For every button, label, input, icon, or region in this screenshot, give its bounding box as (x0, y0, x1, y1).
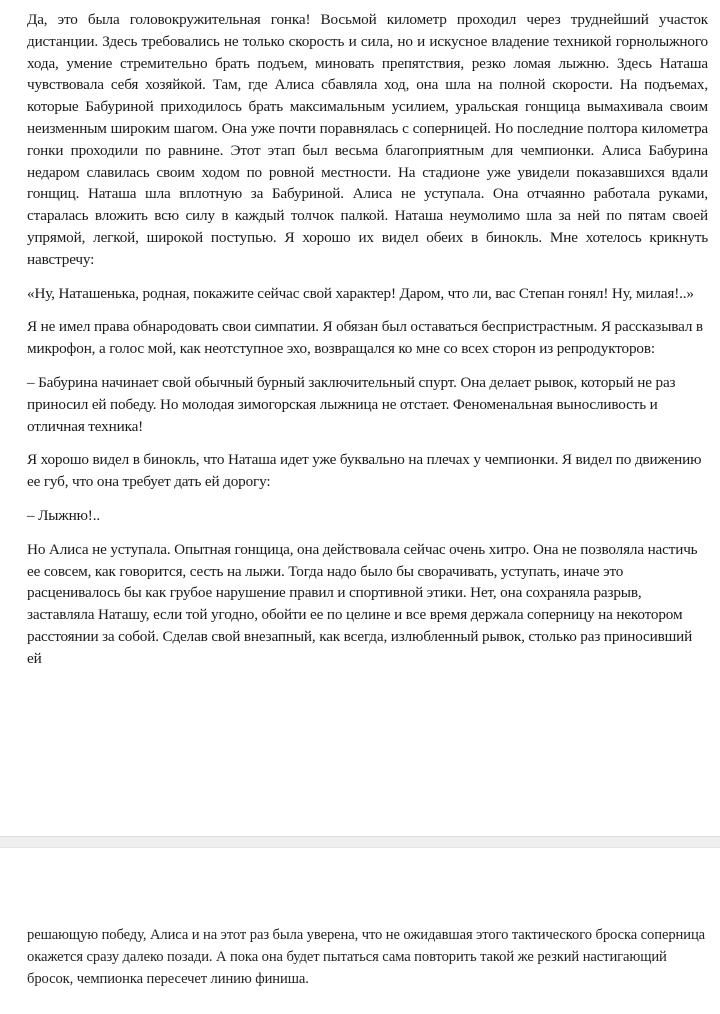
paragraph-binoculars: Я хорошо видел в бинокль, что Наташа идет уже буквально на плечах у чемпионки. Я видел по движению ее губ, что она требует дать ей дорогу: (27, 451, 702, 491)
paragraph-race-description: Да, это была головокружительная гонка! Восьмой километр проходил через труднейший участок дистанции. Здесь требовались не только скорость и сила, но и искусное владение техникой горнолыжного хода, умение стремительно брать подъем, миновать препятствия, резко ломая лыжню. Здесь Наташа чувствовала себя хозяйкой. Там, где Алиса сбавляла ход, она шла на полной скорости. На подъемах, которые Бабуриной приходилось брать максимальным усилием, уральская гонщица вымахивала своим неизменным широким шагом. Она уже почти поравнялась с соперницей. Но последние полтора километра гонки проходили по равнине. Этот этап был весьма благоприятным для чемпионки. Алиса Бабурина недаром славилась своим ходом по ровной местности. На стадионе уже увидели показавшихся вдали гонщиц. Наташа шла вплотную за Бабуриной. Алиса не уступала. Она отчаянно работала руками, старалась вложить всю силу в каждый толчок палкой. Наташа неумолимо шла за ней по пятам своей упрямой, легкой, широкой поступью. Я хорошо их видел обеих в бинокль. Мне хотелось крикнуть навстречу: (27, 11, 708, 268)
paragraph-narrator-cheer: «Ну, Наташенька, родная, покажите сейчас свой характер! Даром, что ли, вас Степан гонял! Ну, милая!..» (27, 284, 694, 302)
page-two-text (27, 924, 708, 1002)
page-separator (0, 836, 720, 848)
page-one-text (27, 9, 708, 682)
paragraph-impartiality: Я не имел права обнародовать свои симпатии. Я обязан был оставаться беспристрастным. Я рассказывал в микрофон, а голос мой, как неотступное эхо, возвращался ко мне со всех сторон из репродукторов: (27, 318, 703, 358)
paragraph-alisa-tactics: Но Алиса не уступала. Опытная гонщица, она действовала сейчас очень хитро. Она не позволяла настичь ее совсем, как говорится, сесть на лыжи. Тогда надо было бы сворачивать, уступать, иначе это расценивалось бы как грубое нарушение правил и спортивной этики. Нет, она сохраняла разрыв, заставляла Наташу, если той угодно, обойти ее по целине и все время держала соперницу на некотором расстоянии за собой. Сделав свой внезапный, как всегда, излюбленный рывок, столько раз приносивший ей (27, 540, 698, 667)
paragraph-ski-track-shout: – Лыжню!.. (27, 506, 101, 524)
page-two (0, 848, 720, 1014)
paragraph-broadcast-speech: – Бабурина начинает свой обычный бурный заключительный спурт. Она делает рывок, который не раз приносил ей победу. Но молодая зимогорская лыжница не отстает. Феноменальная выносливость и отличная техника! (27, 373, 676, 435)
paragraph-decisive-victory: решающую победу, Алиса и на этот раз была уверена, что не ожидавшая этого тактического броска соперница окажется сразу далеко позади. А пока она будет пытаться сама повторить такой же резкий настигающий бросок, чемпионка пересечет линию финиша. (27, 927, 706, 987)
